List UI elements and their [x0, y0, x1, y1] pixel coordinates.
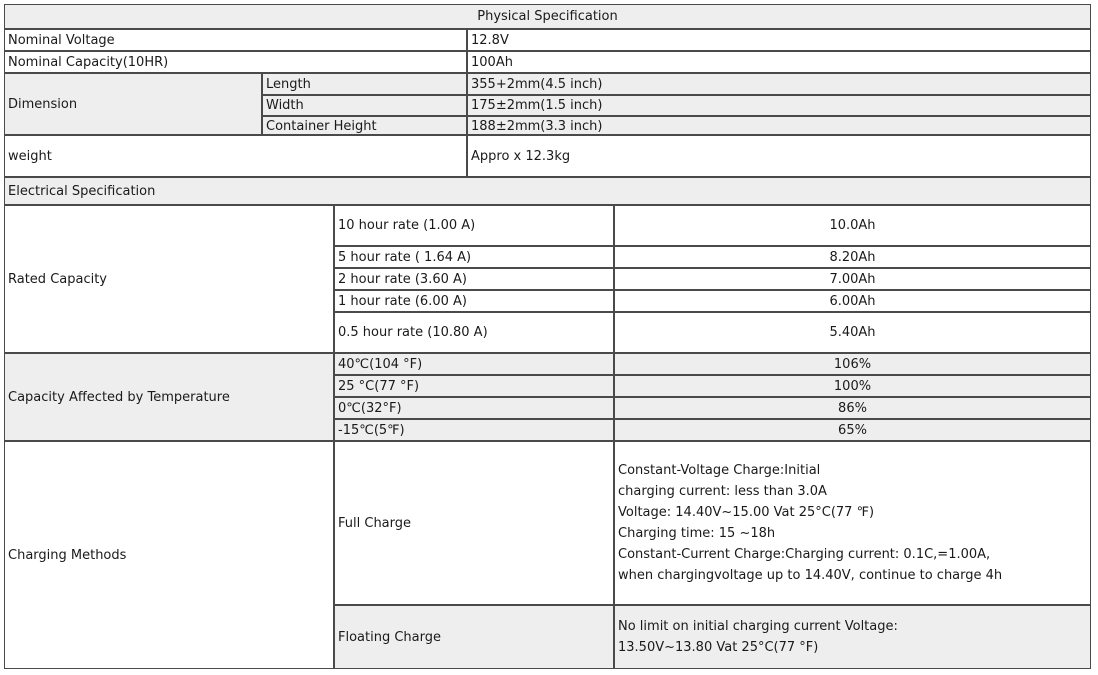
rated-capacity-value: 6.00Ah	[614, 290, 1091, 312]
full-charge-lines	[618, 460, 1002, 586]
weight-value: Appro x 12.3kg	[467, 135, 1091, 177]
rated-capacity-value: 7.00Ah	[614, 268, 1091, 290]
dimension-width-label: Width	[262, 95, 467, 116]
rated-capacity-value: 8.20Ah	[614, 246, 1091, 268]
rated-capacity-label: Rated Capacity	[4, 205, 334, 353]
full-charge-line: Constant-Voltage Charge:Initial	[618, 463, 821, 478]
dimension-height-value: 188±2mm(3.3 inch)	[467, 116, 1091, 135]
full-charge-label: Full Charge	[334, 441, 614, 605]
electrical-spec-title: Electrical Specification	[4, 177, 1091, 205]
temperature-value: 100%	[614, 375, 1091, 397]
floating-charge-label: Floating Charge	[334, 605, 614, 669]
floating-charge-description	[614, 605, 1091, 669]
floating-charge-lines	[618, 616, 898, 658]
full-charge-line: Voltage: 14.40V~15.00 Vat 25°C(77 ℉)	[618, 505, 875, 520]
rated-capacity-rate: 10 hour rate (1.00 A)	[334, 205, 614, 246]
full-charge-line: Constant-Current Charge:Charging current: 0.1C,=1.00A,	[618, 547, 991, 562]
temperature-value: 86%	[614, 397, 1091, 419]
nominal-capacity-value: 100Ah	[467, 51, 1091, 73]
rated-capacity-rate: 2 hour rate (3.60 A)	[334, 268, 614, 290]
full-charge-description	[614, 441, 1091, 605]
dimension-length-value: 355+2mm(4.5 inch)	[467, 73, 1091, 95]
weight-label: weight	[4, 135, 467, 177]
dimension-length-label: Length	[262, 73, 467, 95]
temperature-condition: 0℃(32°F)	[334, 397, 614, 419]
floating-charge-line: 13.50V~13.80 Vat 25°C(77 °F)	[618, 640, 819, 655]
temperature-condition: -15℃(5℉)	[334, 419, 614, 441]
rated-capacity-value: 10.0Ah	[614, 205, 1091, 246]
dimension-height-label: Container Height	[262, 116, 467, 135]
temperature-value: 106%	[614, 353, 1091, 375]
charging-methods-label: Charging Methods	[4, 441, 334, 669]
floating-charge-line: No limit on initial charging current Voltage:	[618, 619, 898, 634]
nominal-capacity-label: Nominal Capacity(10HR)	[4, 51, 467, 73]
nominal-voltage-value: 12.8V	[467, 29, 1091, 51]
nominal-voltage-label: Nominal Voltage	[4, 29, 467, 51]
temperature-value: 65%	[614, 419, 1091, 441]
rated-capacity-rate: 1 hour rate (6.00 A)	[334, 290, 614, 312]
rated-capacity-value: 5.40Ah	[614, 312, 1091, 353]
rated-capacity-rate: 5 hour rate ( 1.64 A)	[334, 246, 614, 268]
temperature-label: Capacity Affected by Temperature	[4, 353, 334, 441]
temperature-condition: 25 °C(77 °F)	[334, 375, 614, 397]
full-charge-line: charging current: less than 3.0A	[618, 484, 827, 499]
full-charge-line: when chargingvoltage up to 14.40V, continue to charge 4h	[618, 568, 1003, 583]
dimension-width-value: 175±2mm(1.5 inch)	[467, 95, 1091, 116]
dimension-label: Dimension	[4, 73, 262, 135]
rated-capacity-rate: 0.5 hour rate (10.80 A)	[334, 312, 614, 353]
physical-spec-title: Physical Specification	[4, 4, 1091, 29]
temperature-condition: 40℃(104 °F)	[334, 353, 614, 375]
full-charge-line: Charging time: 15 ~18h	[618, 526, 776, 541]
